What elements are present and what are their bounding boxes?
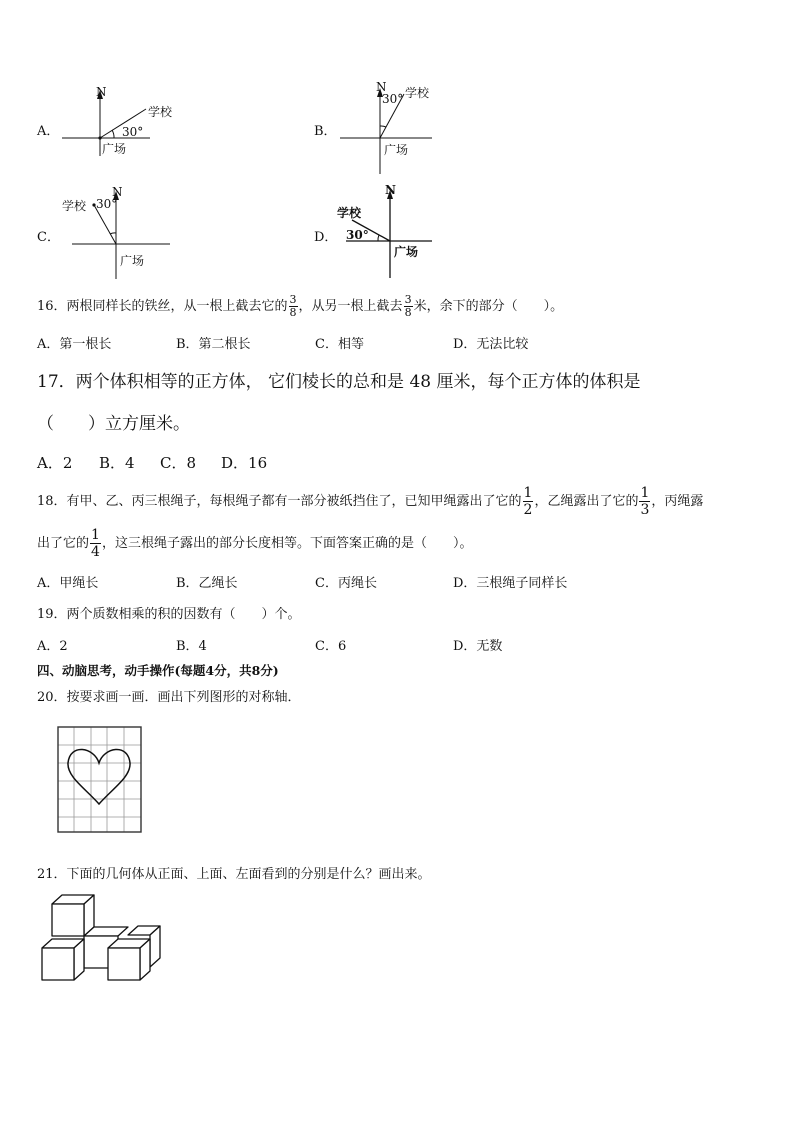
q19-option-b[interactable]: B．4	[176, 639, 207, 654]
school-label: 学校	[148, 105, 173, 119]
question-18-line-1: 18．有甲、乙、丙三根绳子，每根绳子都有一部分被纸挡住了，已知甲绳露出了它的 $\frac{1}{2}$ ，乙绳露出了它的 $\frac{1}{3}$ ，丙绳露	[37, 485, 704, 518]
angle-label: 30°	[96, 197, 118, 211]
q18-option-a[interactable]: A．甲绳长	[37, 576, 99, 591]
north-label: N	[376, 80, 387, 94]
school-label: 学校	[337, 206, 362, 220]
question-21: 21．下面的几何体从正面、上面、左面看到的分别是什么？画出来。	[37, 867, 431, 882]
q19-option-d[interactable]: D．无数	[453, 639, 503, 654]
fraction: $\frac{3}{8}$	[404, 293, 412, 319]
north-label: N	[112, 185, 123, 199]
angle-label: 30°	[346, 228, 369, 242]
question-17-line-1: 17．两个体积相等的正方体， 它们棱长的总和是 48 厘米，每个正方体的体积是	[37, 372, 641, 392]
cube-stack-figure	[38, 892, 168, 988]
q17-option-c[interactable]: C．8	[160, 454, 197, 472]
q16-option-b[interactable]: B．第二根长	[176, 337, 251, 352]
question-17-line-2: （ ）立方厘米。	[37, 414, 190, 434]
q17-option-a[interactable]: A．2	[37, 454, 73, 472]
square-label: 广场	[102, 142, 127, 156]
section-heading: 四、动脑思考，动手操作(每题4分，共8分)	[37, 663, 279, 678]
fraction: $\frac{1}{2}$	[523, 485, 533, 518]
question-19: 19．两个质数相乘的积的因数有（ ）个。	[37, 607, 301, 622]
q18-option-b[interactable]: B．乙绳长	[176, 576, 238, 591]
q16-option-d[interactable]: D．无法比较	[453, 337, 529, 352]
q17-option-b[interactable]: B．4	[99, 454, 135, 472]
question-20: 20．按要求画一画．画出下列图形的对称轴．	[37, 690, 301, 705]
compass-diagram-d	[332, 180, 442, 282]
compass-diagram-c	[58, 183, 178, 283]
square-label: 广场	[394, 245, 419, 259]
compass-diagram-a	[58, 82, 188, 162]
q16-option-c[interactable]: C．相等	[315, 337, 364, 352]
heart-shape	[68, 749, 130, 804]
school-label: 学校	[405, 86, 430, 100]
question-16: 16．两根同样长的铁丝，从一根上截去它的 $\frac{3}{8}$ ，从另一根上截去 $\frac{3}{8}$ 米，余下的部分（ ）。	[37, 293, 564, 319]
compass-diagram-b	[336, 78, 446, 178]
q16-option-a[interactable]: A．第一根长	[37, 337, 112, 352]
school-label: 学校	[62, 199, 87, 213]
q19-option-a[interactable]: A．2	[37, 639, 68, 654]
north-label: N	[385, 183, 396, 197]
q18-option-c[interactable]: C．丙绳长	[315, 576, 377, 591]
option-d-label: D．	[314, 230, 338, 245]
angle-label: 30°	[122, 125, 144, 139]
question-18-line-2: 出了它的 $\frac{1}{4}$ ，这三根绳子露出的部分长度相等。下面答案正确的是（ ）。	[37, 527, 473, 560]
angle-label: 30°	[382, 92, 404, 106]
q17-option-d[interactable]: D．16	[221, 454, 268, 472]
fraction: $\frac{1}{4}$	[91, 527, 100, 560]
fraction: $\frac{1}{3}$	[640, 485, 650, 518]
square-label: 广场	[384, 143, 409, 157]
square-label: 广场	[120, 254, 145, 268]
option-b-label: B．	[314, 124, 337, 139]
north-label: N	[96, 85, 107, 99]
option-c-label: C．	[37, 230, 60, 245]
heart-grid-figure	[56, 725, 144, 835]
q18-option-d[interactable]: D．三根绳子同样长	[453, 576, 568, 591]
q19-option-c[interactable]: C．6	[315, 639, 347, 654]
fraction: $\frac{3}{8}$	[289, 293, 297, 319]
option-a-label: A．	[37, 124, 60, 139]
